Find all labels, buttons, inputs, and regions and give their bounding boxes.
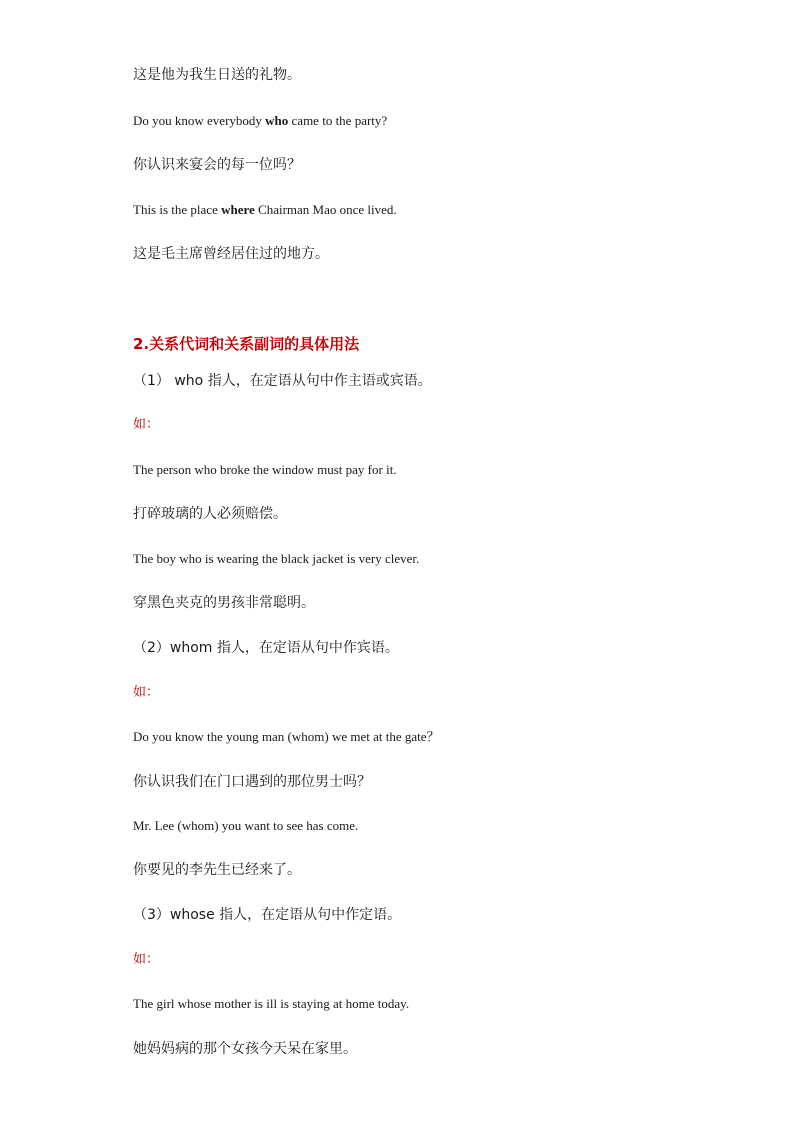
sentence-en: The person who broke the window must pay for it.: [133, 462, 397, 477]
sentence-zh: 她妈妈病的那个女孩今天呆在家里。: [133, 1041, 357, 1057]
subsection-title-who: （1） who 指人，在定语从句中作主语或宾语。: [133, 373, 432, 389]
sentence-zh: 你认识来宴会的每一位吗？: [133, 157, 301, 173]
sentence-en: [133, 114, 387, 127]
sentence-en: Do you know the young man (whom) we met at the gate？: [133, 729, 440, 744]
example-label: 如：: [133, 952, 160, 967]
sentence-zh: 打碎玻璃的人必须赔偿。: [133, 506, 287, 522]
sentence-en: [133, 203, 397, 216]
keyword-who: who: [265, 113, 289, 128]
sentence-zh: 你认识我们在门口遇到的那位男士吗？: [133, 774, 371, 790]
section-heading: 2.关系代词和关系副词的具体用法: [133, 335, 360, 353]
example-label: 如：: [133, 685, 160, 700]
sentence-zh: 这是他为我生日送的礼物。: [133, 67, 301, 83]
text-segment: Do you know everybody: [133, 113, 266, 128]
sentence-zh: 你要见的李先生已经来了。: [133, 862, 301, 878]
subsection-title-whose: （3）whose 指人，在定语从句中作定语。: [133, 907, 402, 923]
sentence-zh: 穿黑色夹克的男孩非常聪明。: [133, 595, 315, 611]
text-segment: This is the place: [133, 202, 222, 217]
example-label: 如：: [133, 417, 160, 432]
sentence-en: The girl whose mother is ill is staying at home today.: [133, 996, 410, 1011]
keyword-where: where: [221, 202, 255, 217]
sentence-en: The boy who is wearing the black jacket is very clever.: [133, 551, 420, 566]
text-segment: Chairman Mao once lived.: [254, 202, 397, 217]
text-segment: came to the party?: [288, 113, 388, 128]
subsection-title-whom: （2）whom 指人，在定语从句中作宾语。: [133, 640, 399, 656]
sentence-zh: 这是毛主席曾经居住过的地方。: [133, 246, 329, 262]
sentence-en: Mr. Lee (whom) you want to see has come.: [133, 818, 359, 833]
